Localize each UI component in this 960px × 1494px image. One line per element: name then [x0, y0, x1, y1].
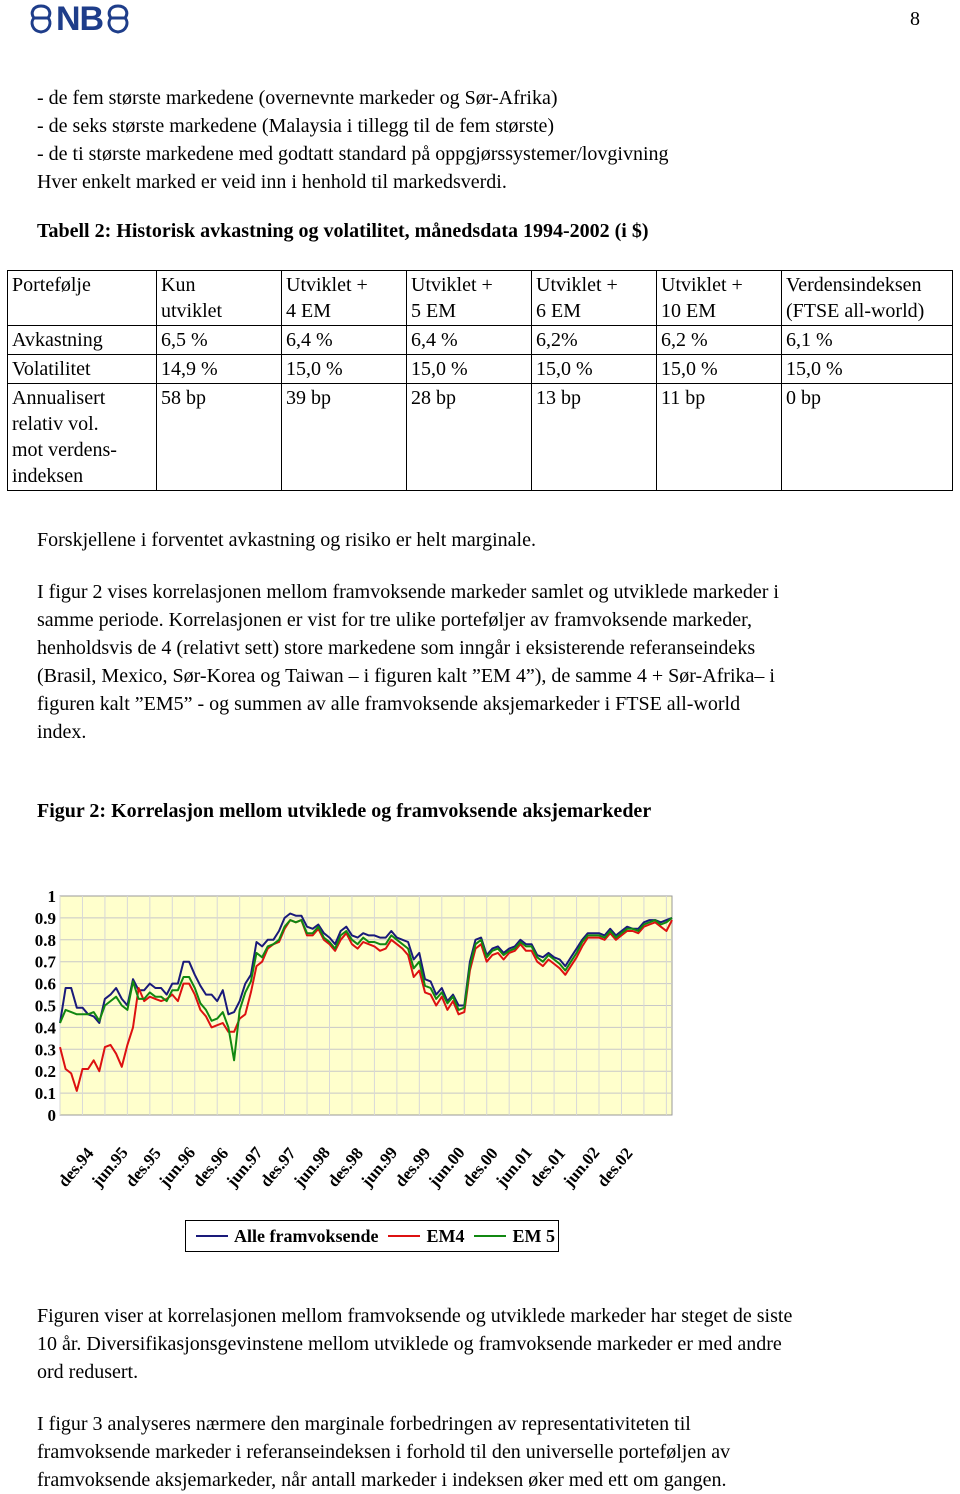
- y-tick-label: 0.8: [34, 930, 56, 950]
- x-tick-label: jun.00: [424, 1143, 469, 1191]
- table-cell: 6,2%: [532, 326, 657, 355]
- table-cell: 11 bp: [657, 384, 782, 491]
- intro-line: Hver enkelt marked er veid inn i henhold til markedsverdi.: [37, 171, 507, 193]
- y-tick-label: 1: [47, 887, 56, 906]
- table-row: [8, 355, 953, 384]
- table-cell: 6,4 %: [407, 326, 532, 355]
- bullet-item: - de ti største markedene med godtatt standard på oppgjørssystemer/lovgivning: [37, 143, 669, 165]
- x-tick-label: des.98: [323, 1143, 368, 1191]
- y-tick-label: 0.7: [34, 952, 56, 972]
- x-tick-label: jun.02: [559, 1143, 604, 1191]
- text-line: (Brasil, Mexico, Sør-Korea og Taiwan – i figuren kalt ”EM 4”), de samme 4 + Sør-Afrika– i: [37, 665, 775, 687]
- text-line: I figur 3 analyseres nærmere den marginale forbedringen av representativiteten til: [37, 1413, 691, 1435]
- x-tick-label: jun.01: [492, 1143, 537, 1191]
- conclusion-paragraph: [37, 1302, 917, 1386]
- nb-logo-right-icon: [105, 4, 131, 34]
- nb-logo: [28, 2, 131, 36]
- y-tick-label: 0.6: [34, 974, 56, 994]
- table-cell: 15,0 %: [657, 355, 782, 384]
- correlation-chart: [0, 860, 700, 1260]
- x-tick-label: des.96: [188, 1143, 233, 1191]
- x-tick-label: jun.97: [222, 1143, 267, 1191]
- text-line: henholdsvis de 4 (relativt sett) store markedene som inngår i eksisterende referanseindeks: [37, 637, 756, 659]
- table-cell: 13 bp: [532, 384, 657, 491]
- figure2-title: Figur 2: Korrelasjon mellom utviklede og framvoksende aksjemarkeder: [37, 800, 652, 822]
- note-differences: Forskjellene i forventet avkastning og risiko er helt marginale.: [37, 529, 536, 551]
- y-tick-label: 0.3: [34, 1040, 56, 1060]
- table-header-cell: Verdensindeksen (FTSE all-world): [782, 271, 953, 326]
- text-line: ord redusert.: [37, 1361, 139, 1383]
- y-tick-label: 0.9: [34, 908, 56, 928]
- legend-swatch-em5: [474, 1235, 506, 1237]
- x-tick-label: jun.99: [357, 1143, 402, 1191]
- table-header-cell: Kun utviklet: [157, 271, 282, 326]
- logo-text: NB: [56, 0, 104, 38]
- text-line: samme periode. Korrelasjonen er vist for tre ulike porteføljer av framvoksende markeder,: [37, 609, 753, 631]
- table-header-cell: Utviklet + 6 EM: [532, 271, 657, 326]
- y-tick-label: 0.2: [34, 1062, 56, 1082]
- x-tick-label: des.95: [121, 1143, 165, 1191]
- text-line: 10 år. Diversifikasjonsgevinstene mellom utviklede og framvoksende markeder er med andre: [37, 1333, 782, 1355]
- x-tick-label: jun.98: [289, 1143, 334, 1191]
- text-line: I figur 2 vises korrelasjonen mellom framvoksende markeder samlet og utviklede markeder i: [37, 581, 779, 603]
- legend-swatch-all: [196, 1235, 228, 1237]
- x-tick-label: des.01: [525, 1143, 570, 1191]
- table-cell: 0 bp: [782, 384, 953, 491]
- table-cell: Avkastning: [8, 326, 157, 355]
- text-line: index.: [37, 721, 87, 743]
- y-tick-label: 0.5: [34, 996, 56, 1016]
- table2: [7, 270, 953, 491]
- table-header-cell: Portefølje: [8, 271, 157, 326]
- table-cell: Annualisert relativ vol. mot verdens- indeksen: [8, 384, 157, 491]
- table-cell: 15,0 %: [282, 355, 407, 384]
- intro-bullets: [37, 84, 917, 196]
- text-line: framvoksende markeder i referanseindeksen i forhold til den universelle porteføljen av: [37, 1441, 731, 1463]
- x-tick-label: des.94: [54, 1143, 98, 1191]
- table-cell: 15,0 %: [782, 355, 953, 384]
- paragraph-figure2: [37, 578, 917, 746]
- y-tick-label: 0.1: [34, 1084, 56, 1104]
- table-cell: 6,5 %: [157, 326, 282, 355]
- table-cell: 14,9 %: [157, 355, 282, 384]
- y-tick-label: 0.4: [34, 1018, 56, 1038]
- table-cell: 6,4 %: [282, 326, 407, 355]
- x-tick-label: des.97: [256, 1143, 300, 1191]
- y-tick-label: 0: [47, 1106, 56, 1125]
- figure3-paragraph: [37, 1410, 917, 1494]
- table-row: [8, 384, 953, 491]
- table-header-cell: Utviklet + 5 EM: [407, 271, 532, 326]
- legend-label: EM4: [426, 1225, 465, 1246]
- table-header-cell: Utviklet + 10 EM: [657, 271, 782, 326]
- text-line: figuren kalt ”EM5” - og summen av alle framvoksende aksjemarkeder i FTSE all-world: [37, 693, 741, 715]
- table2-title: Tabell 2: Historisk avkastning og volatilitet, månedsdata 1994-2002 (i $): [37, 220, 649, 242]
- legend-item: [388, 1226, 464, 1247]
- text-line: framvoksende aksjemarkeder, når antall markeder i indeksen øker med ett om gangen.: [37, 1469, 727, 1491]
- legend-item: [474, 1226, 555, 1247]
- legend-label: EM 5: [512, 1225, 555, 1246]
- table-cell: 39 bp: [282, 384, 407, 491]
- table-cell: 28 bp: [407, 384, 532, 491]
- table-cell: Volatilitet: [8, 355, 157, 384]
- table-cell: 58 bp: [157, 384, 282, 491]
- table-row: [8, 326, 953, 355]
- chart-legend: [185, 1220, 559, 1252]
- table-cell: 6,2 %: [657, 326, 782, 355]
- table-header-cell: Utviklet + 4 EM: [282, 271, 407, 326]
- x-tick-label: jun.96: [155, 1143, 200, 1191]
- x-tick-label: jun.95: [87, 1143, 132, 1191]
- legend-label: Alle framvoksende: [234, 1225, 379, 1246]
- nb-logo-left-icon: [28, 4, 54, 34]
- table-cell: 15,0 %: [532, 355, 657, 384]
- x-tick-label: des.00: [458, 1143, 502, 1191]
- x-tick-label: des.99: [391, 1143, 435, 1191]
- page-number: 8: [910, 8, 920, 30]
- text-line: Figuren viser at korrelasjonen mellom framvoksende og utviklede markeder har steget de siste: [37, 1305, 793, 1327]
- table-header-row: [8, 271, 953, 326]
- bullet-item: - de fem største markedene (overnevnte markeder og Sør-Afrika): [37, 87, 558, 109]
- table-cell: 6,1 %: [782, 326, 953, 355]
- legend-swatch-em4: [388, 1235, 420, 1237]
- bullet-item: - de seks største markedene (Malaysia i tillegg til de fem største): [37, 115, 555, 137]
- legend-item: [196, 1226, 378, 1247]
- x-tick-label: des.02: [593, 1143, 637, 1191]
- table-cell: 15,0 %: [407, 355, 532, 384]
